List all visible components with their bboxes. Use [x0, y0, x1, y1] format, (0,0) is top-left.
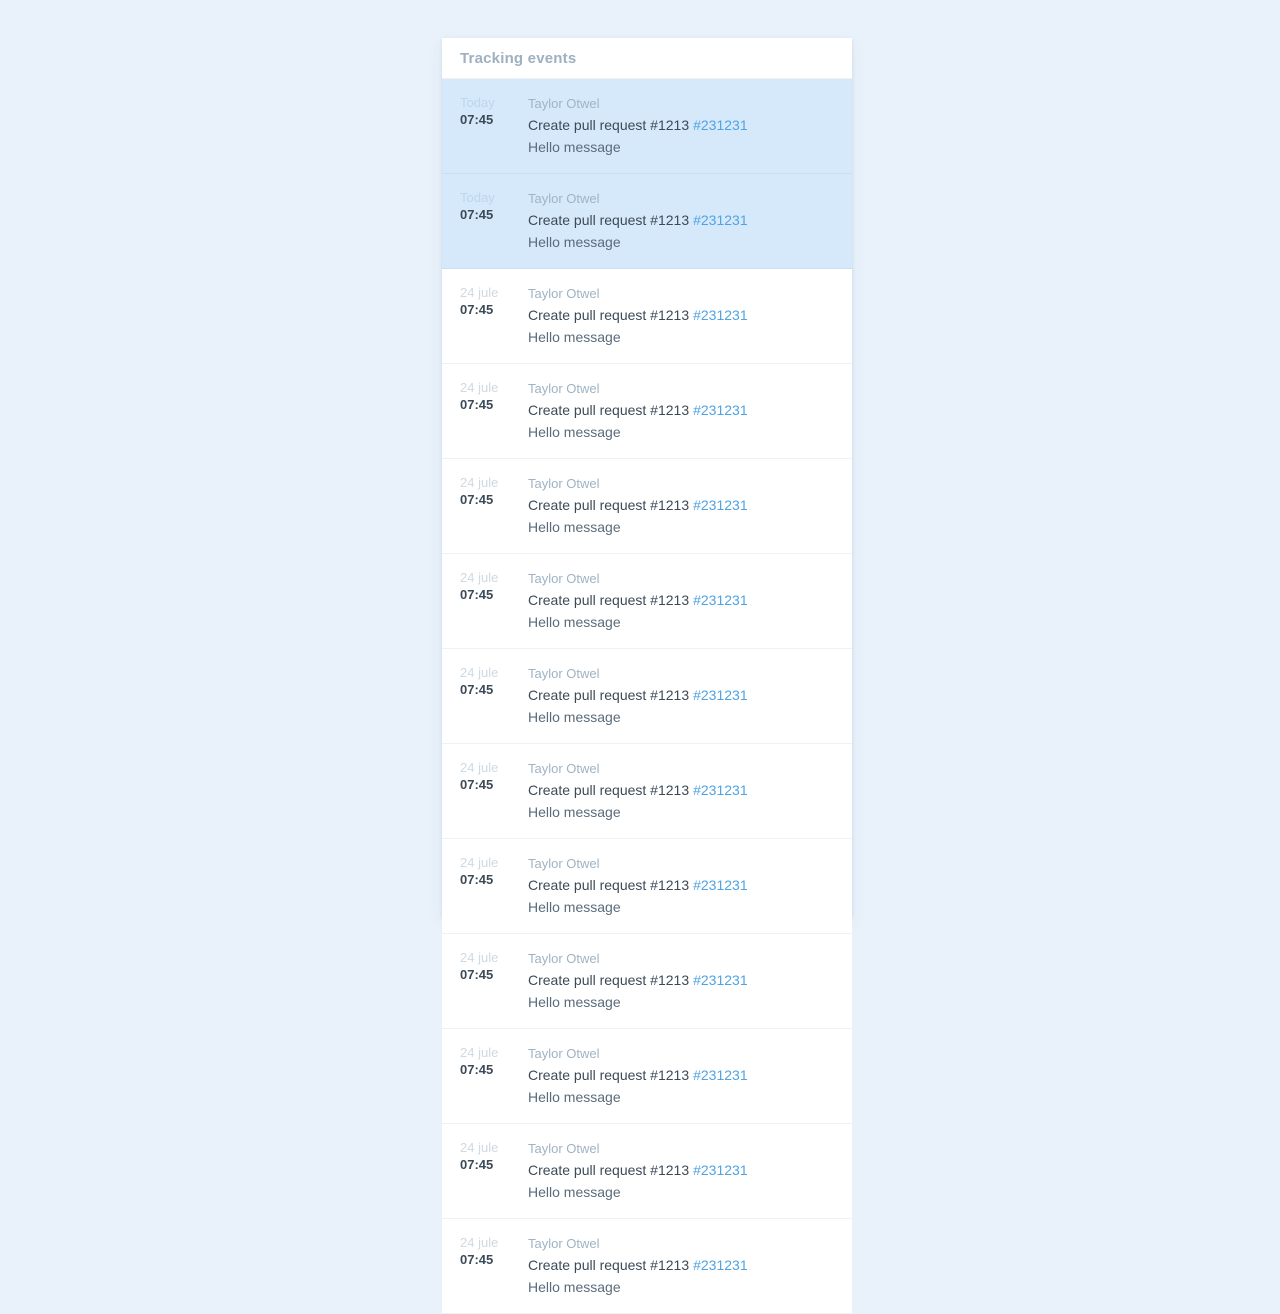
event-title: Create pull request #1213 — [528, 1162, 690, 1178]
event-body — [528, 1140, 852, 1202]
page-title: Tracking events — [460, 49, 577, 67]
event-date: 24 jule — [460, 760, 499, 775]
event-reference-link[interactable]: #231231 — [693, 1067, 748, 1083]
event-title: Create pull request #1213 — [528, 117, 690, 133]
event-row[interactable] — [442, 364, 852, 459]
event-time: 07:45 — [460, 1062, 494, 1077]
event-row[interactable] — [442, 174, 852, 269]
event-body — [528, 665, 852, 727]
event-row[interactable] — [442, 649, 852, 744]
event-body — [528, 285, 852, 347]
event-body — [528, 1235, 852, 1297]
event-date: Today — [460, 95, 495, 110]
events-list — [442, 79, 852, 1314]
event-time: 07:45 — [460, 872, 494, 887]
event-timestamp — [442, 760, 528, 793]
event-body — [528, 950, 852, 1012]
event-author: Taylor Otwel — [528, 381, 600, 396]
event-message: Hello message — [528, 1089, 621, 1105]
event-timestamp — [442, 665, 528, 698]
event-message: Hello message — [528, 804, 621, 820]
event-reference-link[interactable]: #231231 — [693, 497, 748, 513]
event-row[interactable] — [442, 1124, 852, 1219]
event-row[interactable] — [442, 1029, 852, 1124]
event-author: Taylor Otwel — [528, 761, 600, 776]
event-message: Hello message — [528, 424, 621, 440]
panel-header — [442, 38, 852, 79]
event-title: Create pull request #1213 — [528, 877, 690, 893]
event-timestamp — [442, 1235, 528, 1268]
event-title: Create pull request #1213 — [528, 1067, 690, 1083]
event-author: Taylor Otwel — [528, 1046, 600, 1061]
event-time: 07:45 — [460, 112, 494, 127]
event-timestamp — [442, 285, 528, 318]
event-timestamp — [442, 190, 528, 223]
event-body — [528, 855, 852, 917]
event-reference-link[interactable]: #231231 — [693, 402, 748, 418]
event-date: 24 jule — [460, 855, 499, 870]
event-title-line — [528, 685, 836, 705]
event-message: Hello message — [528, 1279, 621, 1295]
event-row[interactable] — [442, 934, 852, 1029]
event-title-line — [528, 875, 836, 895]
event-author: Taylor Otwel — [528, 951, 600, 966]
event-body — [528, 380, 852, 442]
event-date: 24 jule — [460, 1235, 499, 1250]
event-date: 24 jule — [460, 665, 499, 680]
event-time: 07:45 — [460, 587, 494, 602]
event-title-line — [528, 305, 836, 325]
event-author: Taylor Otwel — [528, 191, 600, 206]
event-date: 24 jule — [460, 380, 499, 395]
event-message: Hello message — [528, 614, 621, 630]
event-author: Taylor Otwel — [528, 856, 600, 871]
event-author: Taylor Otwel — [528, 1236, 600, 1251]
events-list-scroll-area[interactable] — [442, 79, 852, 1314]
event-message: Hello message — [528, 139, 621, 155]
event-message: Hello message — [528, 519, 621, 535]
event-message: Hello message — [528, 994, 621, 1010]
event-time: 07:45 — [460, 1252, 494, 1267]
event-timestamp — [442, 855, 528, 888]
event-time: 07:45 — [460, 1157, 494, 1172]
event-reference-link[interactable]: #231231 — [693, 117, 748, 133]
event-timestamp — [442, 1140, 528, 1173]
event-reference-link[interactable]: #231231 — [693, 687, 748, 703]
event-title-line — [528, 590, 836, 610]
event-timestamp — [442, 95, 528, 128]
event-body — [528, 1045, 852, 1107]
event-body — [528, 475, 852, 537]
event-reference-link[interactable]: #231231 — [693, 1257, 748, 1273]
event-title: Create pull request #1213 — [528, 307, 690, 323]
event-author: Taylor Otwel — [528, 286, 600, 301]
event-message: Hello message — [528, 1184, 621, 1200]
event-reference-link[interactable]: #231231 — [693, 307, 748, 323]
event-reference-link[interactable]: #231231 — [693, 212, 748, 228]
event-row[interactable] — [442, 1219, 852, 1314]
event-title-line — [528, 400, 836, 420]
event-time: 07:45 — [460, 777, 494, 792]
event-message: Hello message — [528, 709, 621, 725]
tracking-events-panel — [442, 38, 852, 1295]
event-timestamp — [442, 570, 528, 603]
event-message: Hello message — [528, 234, 621, 250]
event-date: 24 jule — [460, 950, 499, 965]
event-row[interactable] — [442, 459, 852, 554]
event-reference-link[interactable]: #231231 — [693, 972, 748, 988]
event-title: Create pull request #1213 — [528, 782, 690, 798]
event-title-line — [528, 115, 836, 135]
event-timestamp — [442, 380, 528, 413]
event-time: 07:45 — [460, 207, 494, 222]
event-title: Create pull request #1213 — [528, 212, 690, 228]
event-time: 07:45 — [460, 397, 494, 412]
event-body — [528, 190, 852, 252]
event-title: Create pull request #1213 — [528, 1257, 690, 1273]
event-time: 07:45 — [460, 682, 494, 697]
event-row[interactable] — [442, 744, 852, 839]
event-reference-link[interactable]: #231231 — [693, 1162, 748, 1178]
event-title-line — [528, 1255, 836, 1275]
event-row[interactable] — [442, 269, 852, 364]
event-reference-link[interactable]: #231231 — [693, 877, 748, 893]
event-author: Taylor Otwel — [528, 571, 600, 586]
event-author: Taylor Otwel — [528, 96, 600, 111]
event-title-line — [528, 780, 836, 800]
event-row[interactable] — [442, 554, 852, 649]
event-row[interactable] — [442, 79, 852, 174]
event-title: Create pull request #1213 — [528, 402, 690, 418]
event-title: Create pull request #1213 — [528, 592, 690, 608]
event-date: 24 jule — [460, 1045, 499, 1060]
event-time: 07:45 — [460, 492, 494, 507]
event-title-line — [528, 1160, 836, 1180]
event-body — [528, 760, 852, 822]
event-body — [528, 95, 852, 157]
event-timestamp — [442, 1045, 528, 1078]
event-title-line — [528, 495, 836, 515]
event-author: Taylor Otwel — [528, 1141, 600, 1156]
event-author: Taylor Otwel — [528, 666, 600, 681]
event-timestamp — [442, 475, 528, 508]
event-title-line — [528, 210, 836, 230]
event-row[interactable] — [442, 839, 852, 934]
event-timestamp — [442, 950, 528, 983]
event-message: Hello message — [528, 329, 621, 345]
event-author: Taylor Otwel — [528, 476, 600, 491]
event-title: Create pull request #1213 — [528, 972, 690, 988]
event-body — [528, 570, 852, 632]
event-date: 24 jule — [460, 1140, 499, 1155]
event-date: 24 jule — [460, 475, 499, 490]
event-reference-link[interactable]: #231231 — [693, 592, 748, 608]
event-time: 07:45 — [460, 967, 494, 982]
event-date: Today — [460, 190, 495, 205]
event-date: 24 jule — [460, 570, 499, 585]
event-date: 24 jule — [460, 285, 499, 300]
event-reference-link[interactable]: #231231 — [693, 782, 748, 798]
event-title: Create pull request #1213 — [528, 687, 690, 703]
event-title: Create pull request #1213 — [528, 497, 690, 513]
event-title-line — [528, 970, 836, 990]
event-title-line — [528, 1065, 836, 1085]
event-message: Hello message — [528, 899, 621, 915]
event-time: 07:45 — [460, 302, 494, 317]
